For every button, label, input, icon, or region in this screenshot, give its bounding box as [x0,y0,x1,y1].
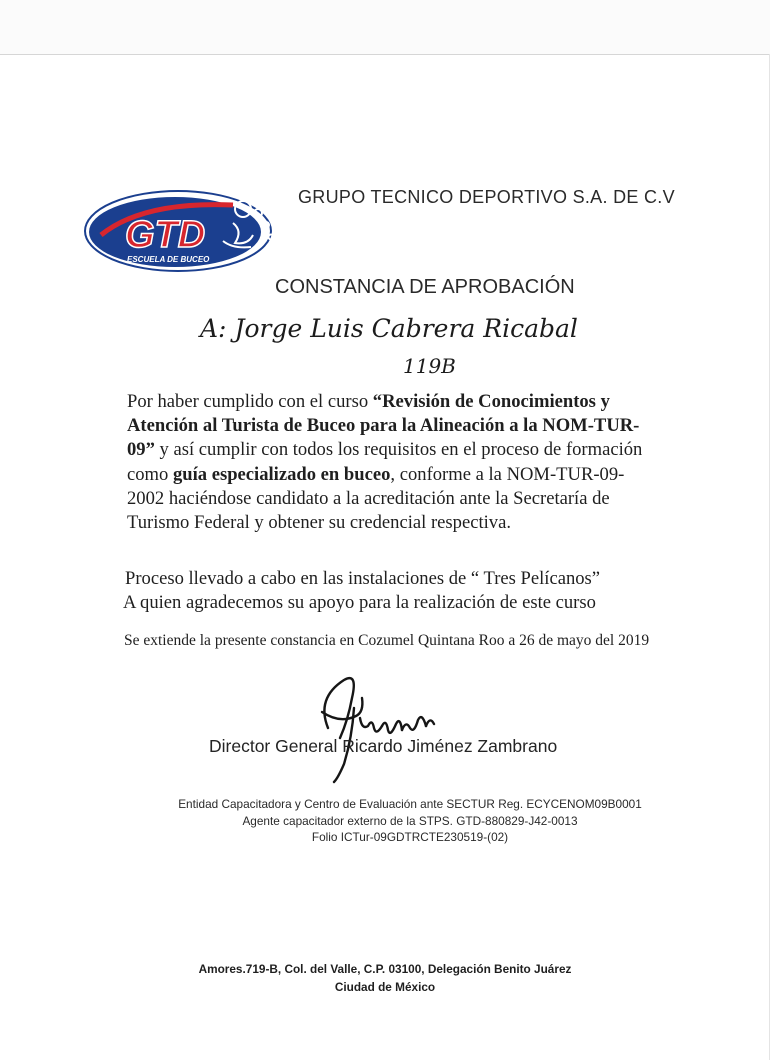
recipient-name: Jorge Luis Cabrera Ricabal [234,314,578,343]
role-name: guía especializado en buceo [172,463,391,485]
gtd-logo [83,183,283,275]
issue-statement: Se extiende la presente constancia en Cozumel Quintana Roo a 26 de mayo del 2019 [124,632,650,649]
process-line-2: A quien agradecemos su apoyo para la realización de este curso [123,592,596,613]
registration-line-2: Agente capacitador externo de la STPS. GTD-880829-J42-0013 [242,813,578,828]
address-line-1: Amores.719-B, Col. del Valle, C.P. 03100, Delegación Benito Juárez [198,962,572,976]
body-text-3: , conforme a la NOM-TUR-09-2002 haciéndose candidato a la acreditación ante la Secretaría de Turismo Federal y obtener su credencial respectiva. [127,463,625,534]
logo-tagline: ESCUELA DE BUCEO [127,255,210,264]
registration-line-3: Folio ICTur-09GDTRCTE230519-(02) [311,830,509,844]
registration-line-1: Entidad Capacitadora y Centro de Evaluación ante SECTUR Reg. ECYCENOM09B0001 [178,797,642,811]
process-paragraph [125,567,665,615]
certificate-body [127,390,657,535]
handwritten-signature [310,668,450,784]
logo-brand-text: GTD [125,214,206,256]
company-name: GRUPO TECNICO DEPORTIVO S.A. DE C.V [298,187,675,207]
address-line-2: Ciudad de México [334,980,436,994]
document-title: CONSTANCIA DE APROBACIÓN [275,276,575,298]
body-text-1: Por haber cumplido con el curso [127,391,373,412]
recipient-code: 119B [403,354,456,378]
course-name: “Revisión de Conocimientos y Atención al Turista de Buceo para la Alineación a la NOM-TUR-09” [127,391,640,461]
recipient-prefix: A: [200,314,227,343]
recipient-line [200,314,620,343]
body-text-2: y así cumplir con todos los requisitos en el proceso de formación como [127,439,643,485]
registration-info [120,796,700,846]
signatory-title: Director General Ricardo Jiménez Zambrano [209,736,558,756]
address-footer [120,960,650,996]
scan-edge [0,0,770,55]
process-line-1: Proceso llevado a cabo en las instalaciones de “ Tres Pelícanos” [125,568,601,589]
